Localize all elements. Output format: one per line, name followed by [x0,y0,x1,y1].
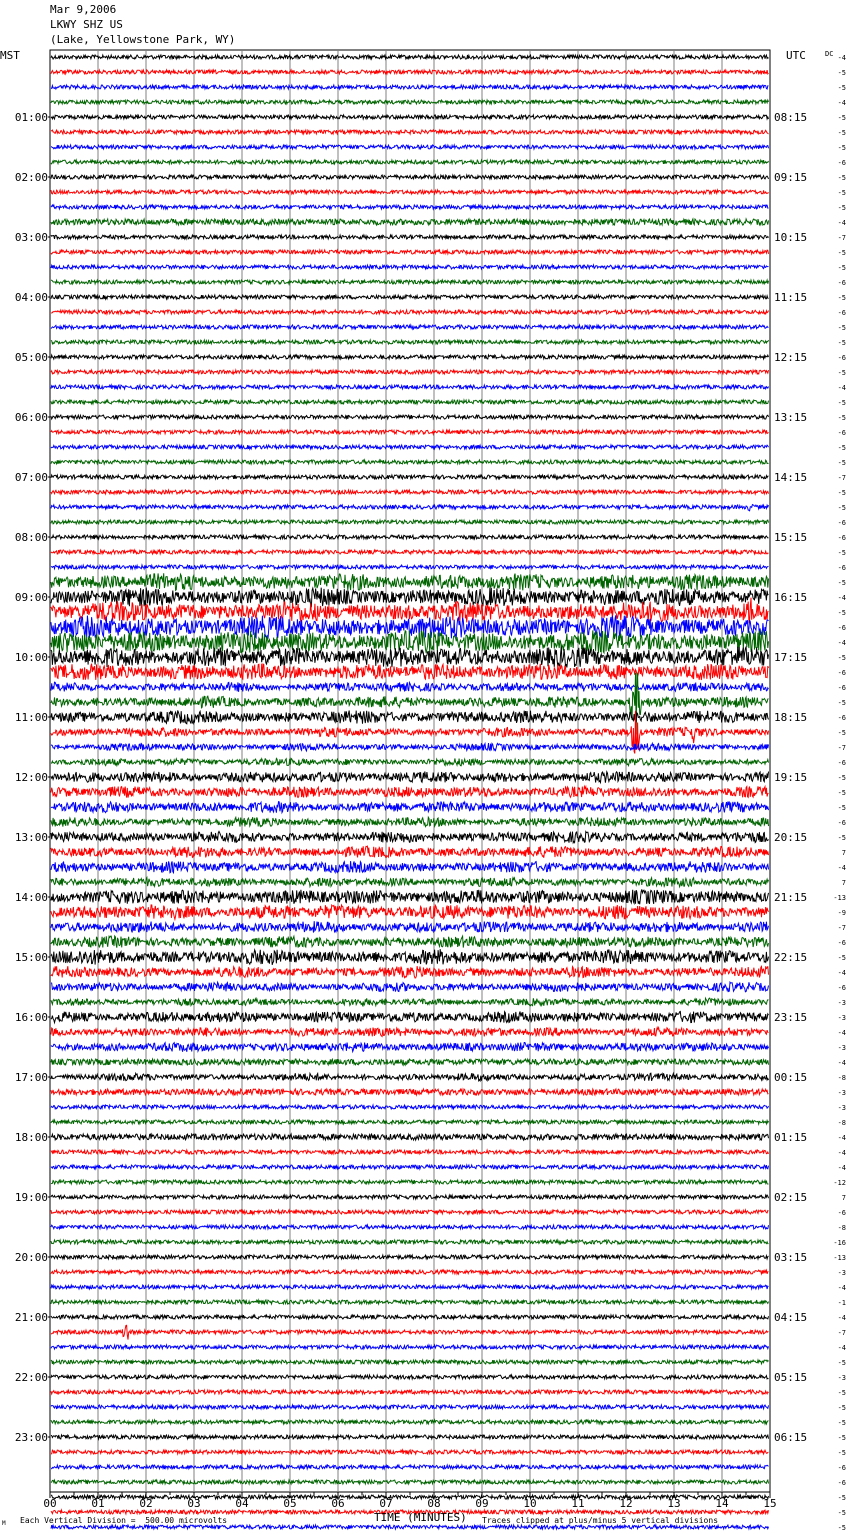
hour-label-right: 02:15 [774,1191,808,1204]
dc-offset-label: -5 [837,399,846,407]
hour-label-left: 22:00 [14,1371,48,1384]
hour-label-right: 10:15 [774,231,808,244]
seismic-trace [51,743,769,751]
hour-label-left: 09:00 [14,591,48,604]
hour-label-right: 03:15 [774,1251,808,1264]
seismic-trace [51,1495,769,1499]
seismic-trace [51,1120,769,1124]
dc-offset-label: -6 [837,939,846,947]
seismic-trace [51,861,769,873]
hour-label-left: 05:00 [14,351,48,364]
seismic-trace [51,370,769,374]
dc-offset-label: -4 [837,1284,846,1292]
hour-label-right: 18:15 [774,711,808,724]
dc-offset-label: -6 [837,759,846,767]
x-axis-title: TIME (MINUTES) [374,1511,467,1524]
hour-label-left: 16:00 [14,1011,48,1024]
seismic-trace [51,310,769,314]
dc-offset-label: -5 [837,69,846,77]
dc-offset-label: -5 [837,339,846,347]
hour-label-left: 19:00 [14,1191,48,1204]
seismic-trace [51,1270,769,1274]
dc-offset-label: -7 [837,474,846,482]
seismic-trace [51,831,769,842]
seismic-trace [51,878,769,887]
seismic-trace [51,889,769,904]
dc-offset-label: -12 [833,1179,846,1187]
hour-label-left: 13:00 [14,831,48,844]
hour-label-right: 22:15 [774,951,808,964]
seismic-trace [51,325,769,329]
seismic-trace [51,1210,769,1214]
dc-offset-label: -5 [837,834,846,842]
seismic-trace [51,1480,769,1484]
dc-offset-label: -5 [837,1449,846,1457]
seismic-trace [51,1420,769,1424]
seismic-trace [51,295,769,299]
x-tick-label: 14 [715,1497,729,1510]
hour-label-left: 23:00 [14,1431,48,1444]
dc-offset-label: -3 [837,1044,846,1052]
dc-offset-label: -4 [837,1314,846,1322]
dc-offset-label: -6 [837,684,846,692]
seismic-trace [51,1375,769,1379]
dc-offset-label: -6 [837,669,846,677]
seismic-trace [51,1255,769,1259]
x-tick-label: 15 [763,1497,777,1510]
dc-offset-label: -6 [837,354,846,362]
seismic-trace [51,70,769,74]
dc-offset-label: -6 [837,1464,846,1472]
dc-offset-label: -5 [837,204,846,212]
seismic-trace [51,235,769,239]
seismic-trace [51,100,769,104]
x-tick-label: 03 [187,1497,201,1510]
seismic-trace [51,535,769,539]
seismic-trace [51,1405,769,1409]
dc-offset-label: -7 [837,234,846,242]
hour-label-left: 01:00 [14,111,48,124]
seismic-trace [51,460,769,464]
dc-offset-label: -4 [837,864,846,872]
hour-label-left: 20:00 [14,1251,48,1264]
hour-label-right: 15:15 [774,531,808,544]
dc-offset-label: -7 [837,744,846,752]
dc-offset-label: -4 [837,1134,846,1142]
seismic-trace [51,998,769,1006]
seismic-trace [51,565,769,569]
dc-offset-label: -3 [837,1269,846,1277]
hour-label-right: 20:15 [774,831,808,844]
seismic-trace [51,802,769,813]
dc-offset-label: -5 [837,294,846,302]
x-tick-label: 08 [427,1497,441,1510]
dc-offset-label: -6 [837,1479,846,1487]
dc-offset-label: -6 [837,1209,846,1217]
seismic-trace [51,1089,769,1095]
seismic-trace [51,219,769,225]
seismic-trace [51,682,769,692]
seismic-trace [51,921,769,932]
dc-offset-label: -13 [833,1254,846,1262]
dc-offset-label: -1 [837,1299,846,1307]
seismic-trace [51,1315,769,1319]
dc-offset-label: -5 [837,1434,846,1442]
hour-label-right: 19:15 [774,771,808,784]
dc-offset-label: -9 [837,909,846,917]
seismic-trace [51,936,769,948]
dc-offset-label: -5 [837,1359,846,1367]
right-timezone-label: UTC [786,49,806,62]
seismic-trace [51,145,769,149]
seismic-trace [51,817,769,826]
dc-offset-label: -6 [837,429,846,437]
dc-offset-label: -4 [837,1164,846,1172]
seismic-trace [51,588,769,607]
dc-offset-label: -5 [837,144,846,152]
corner-mark: M [2,1520,6,1527]
dc-offset-label: -5 [837,504,846,512]
x-tick-label: 09 [475,1497,489,1510]
seismic-trace [51,573,769,590]
dc-offset-label: -4 [837,1149,846,1157]
seismic-trace [51,490,769,494]
seismic-trace [51,190,769,194]
dc-offset-label: -6 [837,309,846,317]
dc-offset-label: -5 [837,804,846,812]
dc-offset-label: -3 [837,1374,846,1382]
hour-label-left: 21:00 [14,1311,48,1324]
seismic-trace [51,400,769,404]
seismic-trace [51,1150,769,1154]
dc-offset-label: -5 [837,579,846,587]
hour-label-left: 06:00 [14,411,48,424]
seismic-trace [51,1450,769,1454]
seismic-trace [51,598,769,623]
hour-label-right: 23:15 [774,1011,808,1024]
x-tick-label: 00 [43,1497,57,1510]
clip-note: Traces clipped at plus/minus 5 vertical divisions [482,1516,719,1525]
dc-offset-label: -5 [837,84,846,92]
seismic-trace [51,1043,769,1052]
hour-label-right: 04:15 [774,1311,808,1324]
seismic-trace [51,1360,769,1364]
seismic-trace [51,1134,769,1140]
dc-offset-label: -5 [837,1389,846,1397]
seismic-trace [51,280,769,284]
dc-offset-label: -4 [837,969,846,977]
x-tick-label: 02 [139,1497,153,1510]
dc-offset-label: -5 [837,369,846,377]
seismic-trace [51,1390,769,1394]
hour-label-left: 18:00 [14,1131,48,1144]
seismic-trace [51,1240,769,1244]
hour-label-right: 06:15 [774,1431,808,1444]
dc-offset-label: -8 [837,1119,846,1127]
seismic-trace [51,710,769,723]
dc-offset-label: -4 [837,594,846,602]
dc-offset-label: -6 [837,279,846,287]
x-tick-label: 13 [667,1497,681,1510]
seismic-trace [51,355,769,359]
dc-offset-label: -5 [837,699,846,707]
seismic-trace [51,385,769,389]
seismic-trace [51,1195,769,1199]
hour-label-right: 13:15 [774,411,808,424]
x-tick-label: 05 [283,1497,297,1510]
dc-offset-label: -4 [837,639,846,647]
seismic-trace [51,1300,769,1304]
seismic-trace [51,1073,769,1081]
dc-offset-label: -5 [837,489,846,497]
x-tick-label: 04 [235,1497,249,1510]
seismic-trace [51,786,769,797]
dc-offset-label: -8 [837,1224,846,1232]
hour-label-right: 11:15 [774,291,808,304]
x-tick-label: 11 [571,1497,585,1510]
hour-label-right: 17:15 [774,651,808,664]
seismic-trace [51,115,769,119]
dc-offset-label: 7 [841,849,846,857]
x-tick-label: 07 [379,1497,393,1510]
dc-offset-label: -6 [837,624,846,632]
dc-offset-label: -5 [837,324,846,332]
dc-offset-label: -5 [837,189,846,197]
seismic-trace [51,1285,769,1289]
seismic-trace [51,1105,769,1109]
x-tick-label: 06 [331,1497,345,1510]
x-tick-label: 12 [619,1497,633,1510]
seismic-trace [51,130,769,134]
seismic-trace [51,520,769,524]
seismic-trace [51,949,769,965]
dc-offset-header: DC [825,50,834,58]
seismic-trace [51,758,769,765]
left-timezone-label: MST [0,49,20,62]
dc-offset-label: -4 [837,1029,846,1037]
x-tick-label: 10 [523,1497,537,1510]
dc-offset-label: -5 [837,264,846,272]
seismic-trace [51,1165,769,1169]
dc-offset-label: -5 [837,654,846,662]
seismic-trace [51,1180,769,1184]
dc-offset-label: -5 [837,459,846,467]
dc-offset-label: -5 [837,1419,846,1427]
seismic-trace [51,205,769,209]
hour-label-left: 04:00 [14,291,48,304]
dc-offset-label: -7 [837,924,846,932]
station-location: (Lake, Yellowstone Park, WY) [50,33,236,46]
hour-label-left: 10:00 [14,651,48,664]
seismic-trace [51,265,769,269]
seismic-trace [51,505,769,511]
seismic-trace [51,340,769,344]
seismic-trace [51,772,769,783]
plot-date: Mar 9,2006 [50,3,117,16]
seismic-trace [51,1225,769,1229]
dc-offset-label: -13 [833,894,846,902]
hour-label-right: 09:15 [774,171,808,184]
scale-note: Each Vertical Division = 500.00 microvolts [20,1516,228,1525]
dc-offset-label: -4 [837,219,846,227]
hour-label-left: 03:00 [14,231,48,244]
seismic-trace [51,1465,769,1469]
dc-offset-label: -3 [837,1104,846,1112]
dc-offset-label: -4 [837,1059,846,1067]
dc-offset-label: -8 [837,1074,846,1082]
seismic-trace [51,647,769,668]
dc-offset-label: -3 [837,1089,846,1097]
seismic-trace [51,846,769,858]
dc-offset-label: -5 [837,129,846,137]
seismic-trace [51,475,769,479]
seismic-trace [51,430,769,434]
dc-offset-label: -7 [837,1329,846,1337]
dc-offset-label: -4 [837,54,846,62]
dc-offset-label: 7 [841,1194,846,1202]
hour-label-left: 17:00 [14,1071,48,1084]
x-tick-label: 01 [91,1497,105,1510]
hour-label-left: 11:00 [14,711,48,724]
seismic-trace [51,55,769,59]
dc-offset-label: -5 [837,1494,846,1502]
seismic-trace [51,1435,769,1439]
seismic-trace [51,415,769,419]
dc-offset-label: -5 [837,609,846,617]
dc-offset-label: -5 [837,174,846,182]
dc-offset-label: -6 [837,564,846,572]
dc-offset-label: -6 [837,519,846,527]
dc-offset-label: -3 [837,999,846,1007]
seismic-trace [51,1028,769,1037]
dc-offset-label: -5 [837,774,846,782]
dc-offset-label: -5 [837,1404,846,1412]
seismic-trace [51,160,769,164]
dc-offset-label: -5 [837,114,846,122]
hour-label-left: 12:00 [14,771,48,784]
hour-label-right: 01:15 [774,1131,808,1144]
dc-offset-label: -5 [837,954,846,962]
dc-offset-label: -6 [837,819,846,827]
dc-offset-label: -4 [837,1344,846,1352]
hour-label-right: 21:15 [774,891,808,904]
dc-offset-label: -6 [837,534,846,542]
seismic-trace [51,175,769,179]
dc-offset-label: -5 [837,729,846,737]
hour-label-left: 14:00 [14,891,48,904]
dc-offset-label: -6 [837,159,846,167]
hour-label-right: 05:15 [774,1371,808,1384]
seismic-trace [51,445,769,449]
dc-offset-label: -4 [837,384,846,392]
hour-label-left: 15:00 [14,951,48,964]
seismic-trace [51,1325,769,1339]
hour-label-right: 12:15 [774,351,808,364]
seismic-trace [51,966,769,978]
hour-label-left: 02:00 [14,171,48,184]
seismic-trace [51,982,769,992]
hour-label-right: 00:15 [774,1071,808,1084]
dc-offset-label: -3 [837,1014,846,1022]
dc-offset-label: -5 [837,414,846,422]
seismic-trace [51,664,769,680]
seismic-trace [51,550,769,554]
seismic-trace [51,1059,769,1065]
seismic-trace [51,905,769,919]
hour-label-right: 16:15 [774,591,808,604]
seismic-trace [51,85,769,89]
station-code: LKWY SHZ US [50,18,123,31]
dc-offset-label: -5 [837,549,846,557]
dc-offset-label: -16 [833,1239,846,1247]
hour-label-left: 08:00 [14,531,48,544]
hour-label-right: 14:15 [774,471,808,484]
dc-offset-label: -5 [837,1509,846,1517]
dc-offset-label: -5 [837,249,846,257]
dc-offset-label: -6 [837,984,846,992]
dc-offset-label: -4 [837,99,846,107]
dc-offset-label: -5 [837,444,846,452]
dc-offset-label: -5 [837,1524,846,1532]
hour-label-right: 08:15 [774,111,808,124]
seismic-trace [51,1011,769,1022]
dc-offset-label: -5 [837,789,846,797]
dc-offset-label: -6 [837,714,846,722]
seismic-trace [51,1345,769,1349]
seismic-trace [51,250,769,254]
dc-offset-label: 7 [841,879,846,887]
hour-label-left: 07:00 [14,471,48,484]
